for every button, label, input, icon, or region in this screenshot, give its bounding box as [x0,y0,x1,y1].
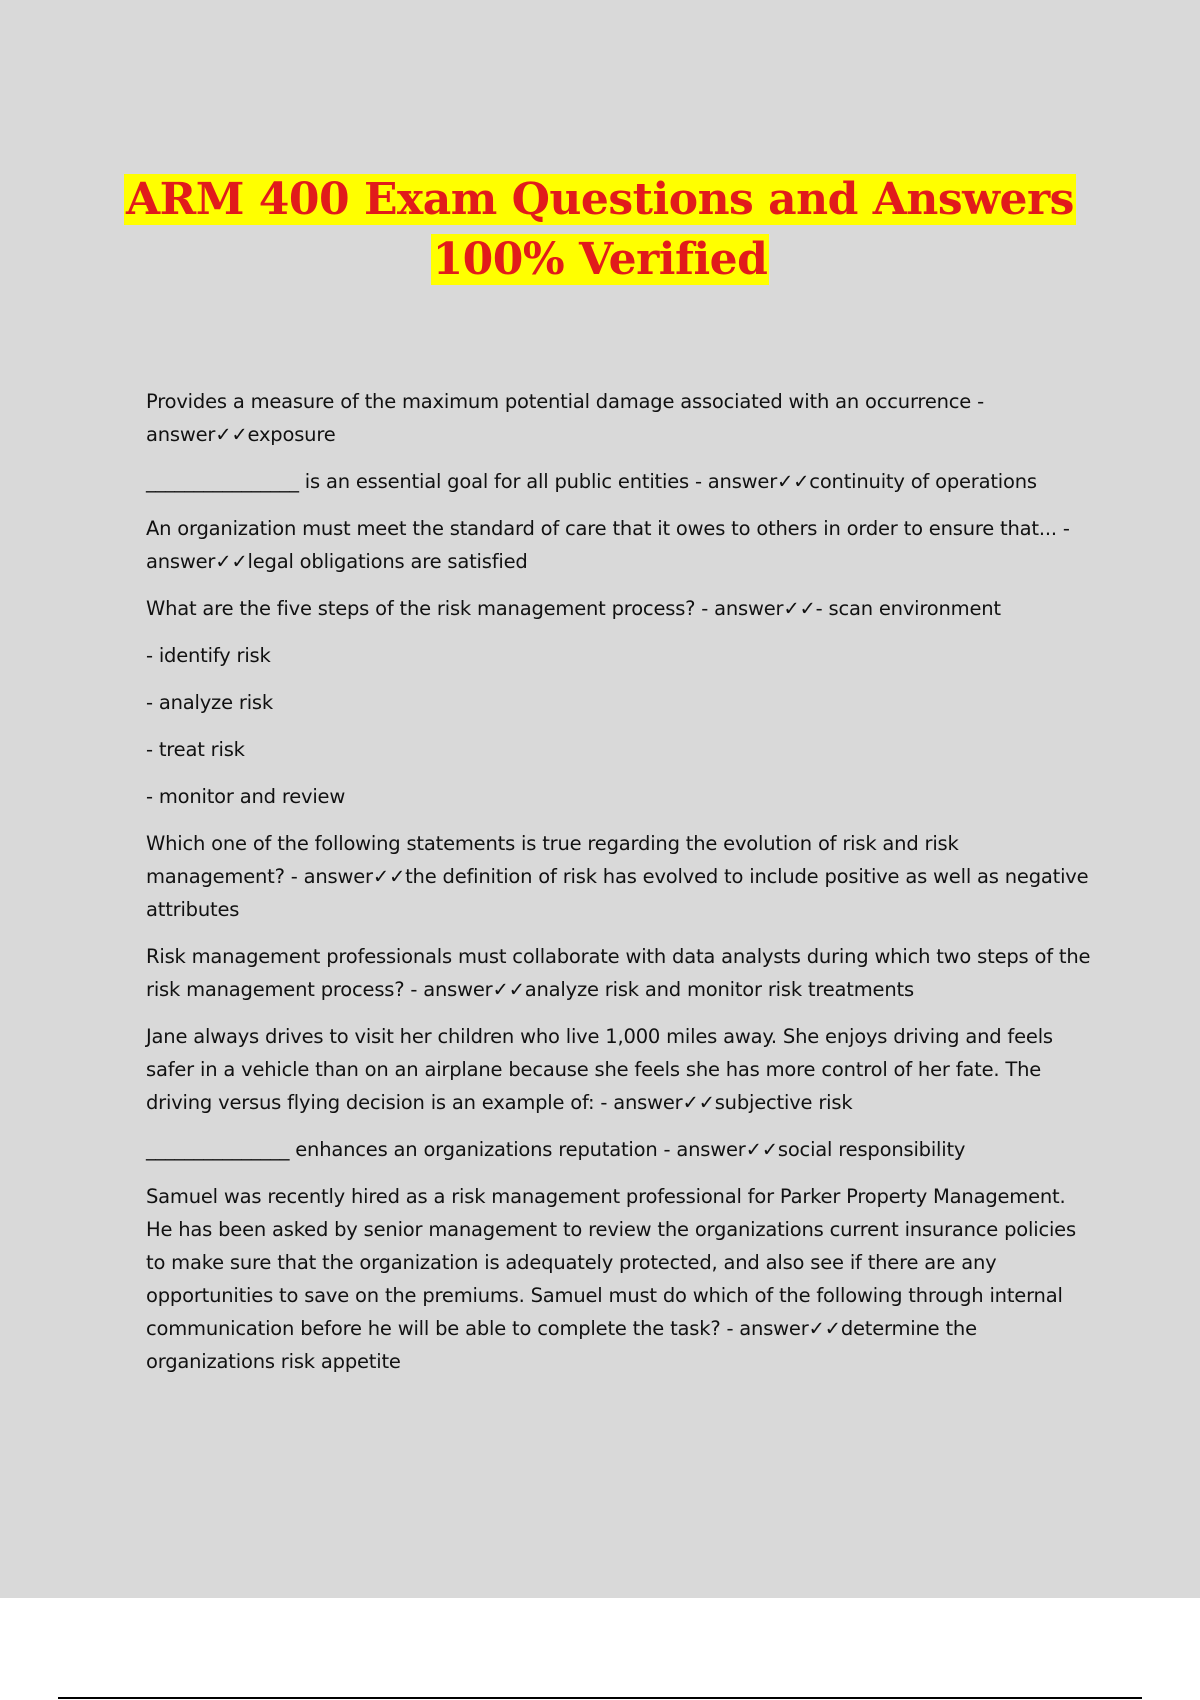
qa-item: Risk management professionals must collaborate with data analysts during which two steps of the risk management process? - answer✓✓analyze risk and monitor risk treatments [146,945,1091,1001]
qa-item: Jane always drives to visit her children who live 1,000 miles away. She enjoys driving and feels safer in a vehicle than on an airplane because she feels she has more control of her fate. The driving versus flying decision is an example of: - answer✓✓subjective risk [146,1025,1053,1114]
qa-item: - monitor and review [146,785,346,808]
qa-item: - treat risk [146,738,245,761]
qa-item: Provides a measure of the maximum potential damage associated with an occurrence - answer✓✓exposure [146,390,984,446]
qa-item: An organization must meet the standard of care that it owes to others in order to ensure that... - answer✓✓legal obligations are satisfied [146,517,1070,573]
qa-item: - identify risk [146,644,271,667]
qa-list [146,385,1096,1392]
title-line-2: 100% Verified [432,234,768,285]
footer-rule [58,1697,1142,1699]
qa-item: ________________ is an essential goal for all public entities - answer✓✓continuity of operations [146,470,1037,493]
qa-item: What are the five steps of the risk management process? - answer✓✓- scan environment [146,597,1001,620]
qa-item: Which one of the following statements is true regarding the evolution of risk and risk management? - answer✓✓the definition of risk has evolved to include positive as well as negative attributes [146,832,1089,921]
document-title [0,170,1200,290]
qa-item: - analyze risk [146,691,273,714]
qa-item: _______________ enhances an organizations reputation - answer✓✓social responsibility [146,1138,966,1161]
title-line-1: ARM 400 Exam Questions and Answers [126,174,1074,225]
qa-item: Samuel was recently hired as a risk management professional for Parker Property Management. He has been asked by senior management to review the organizations current insurance policies to make sure that the organization is adequately protected, and also see if there are any opportunities to save on the premiums. Samuel must do which of the following through internal communication before he will be able to complete the task? - answer✓✓determine the organizations risk appetite [146,1185,1076,1373]
